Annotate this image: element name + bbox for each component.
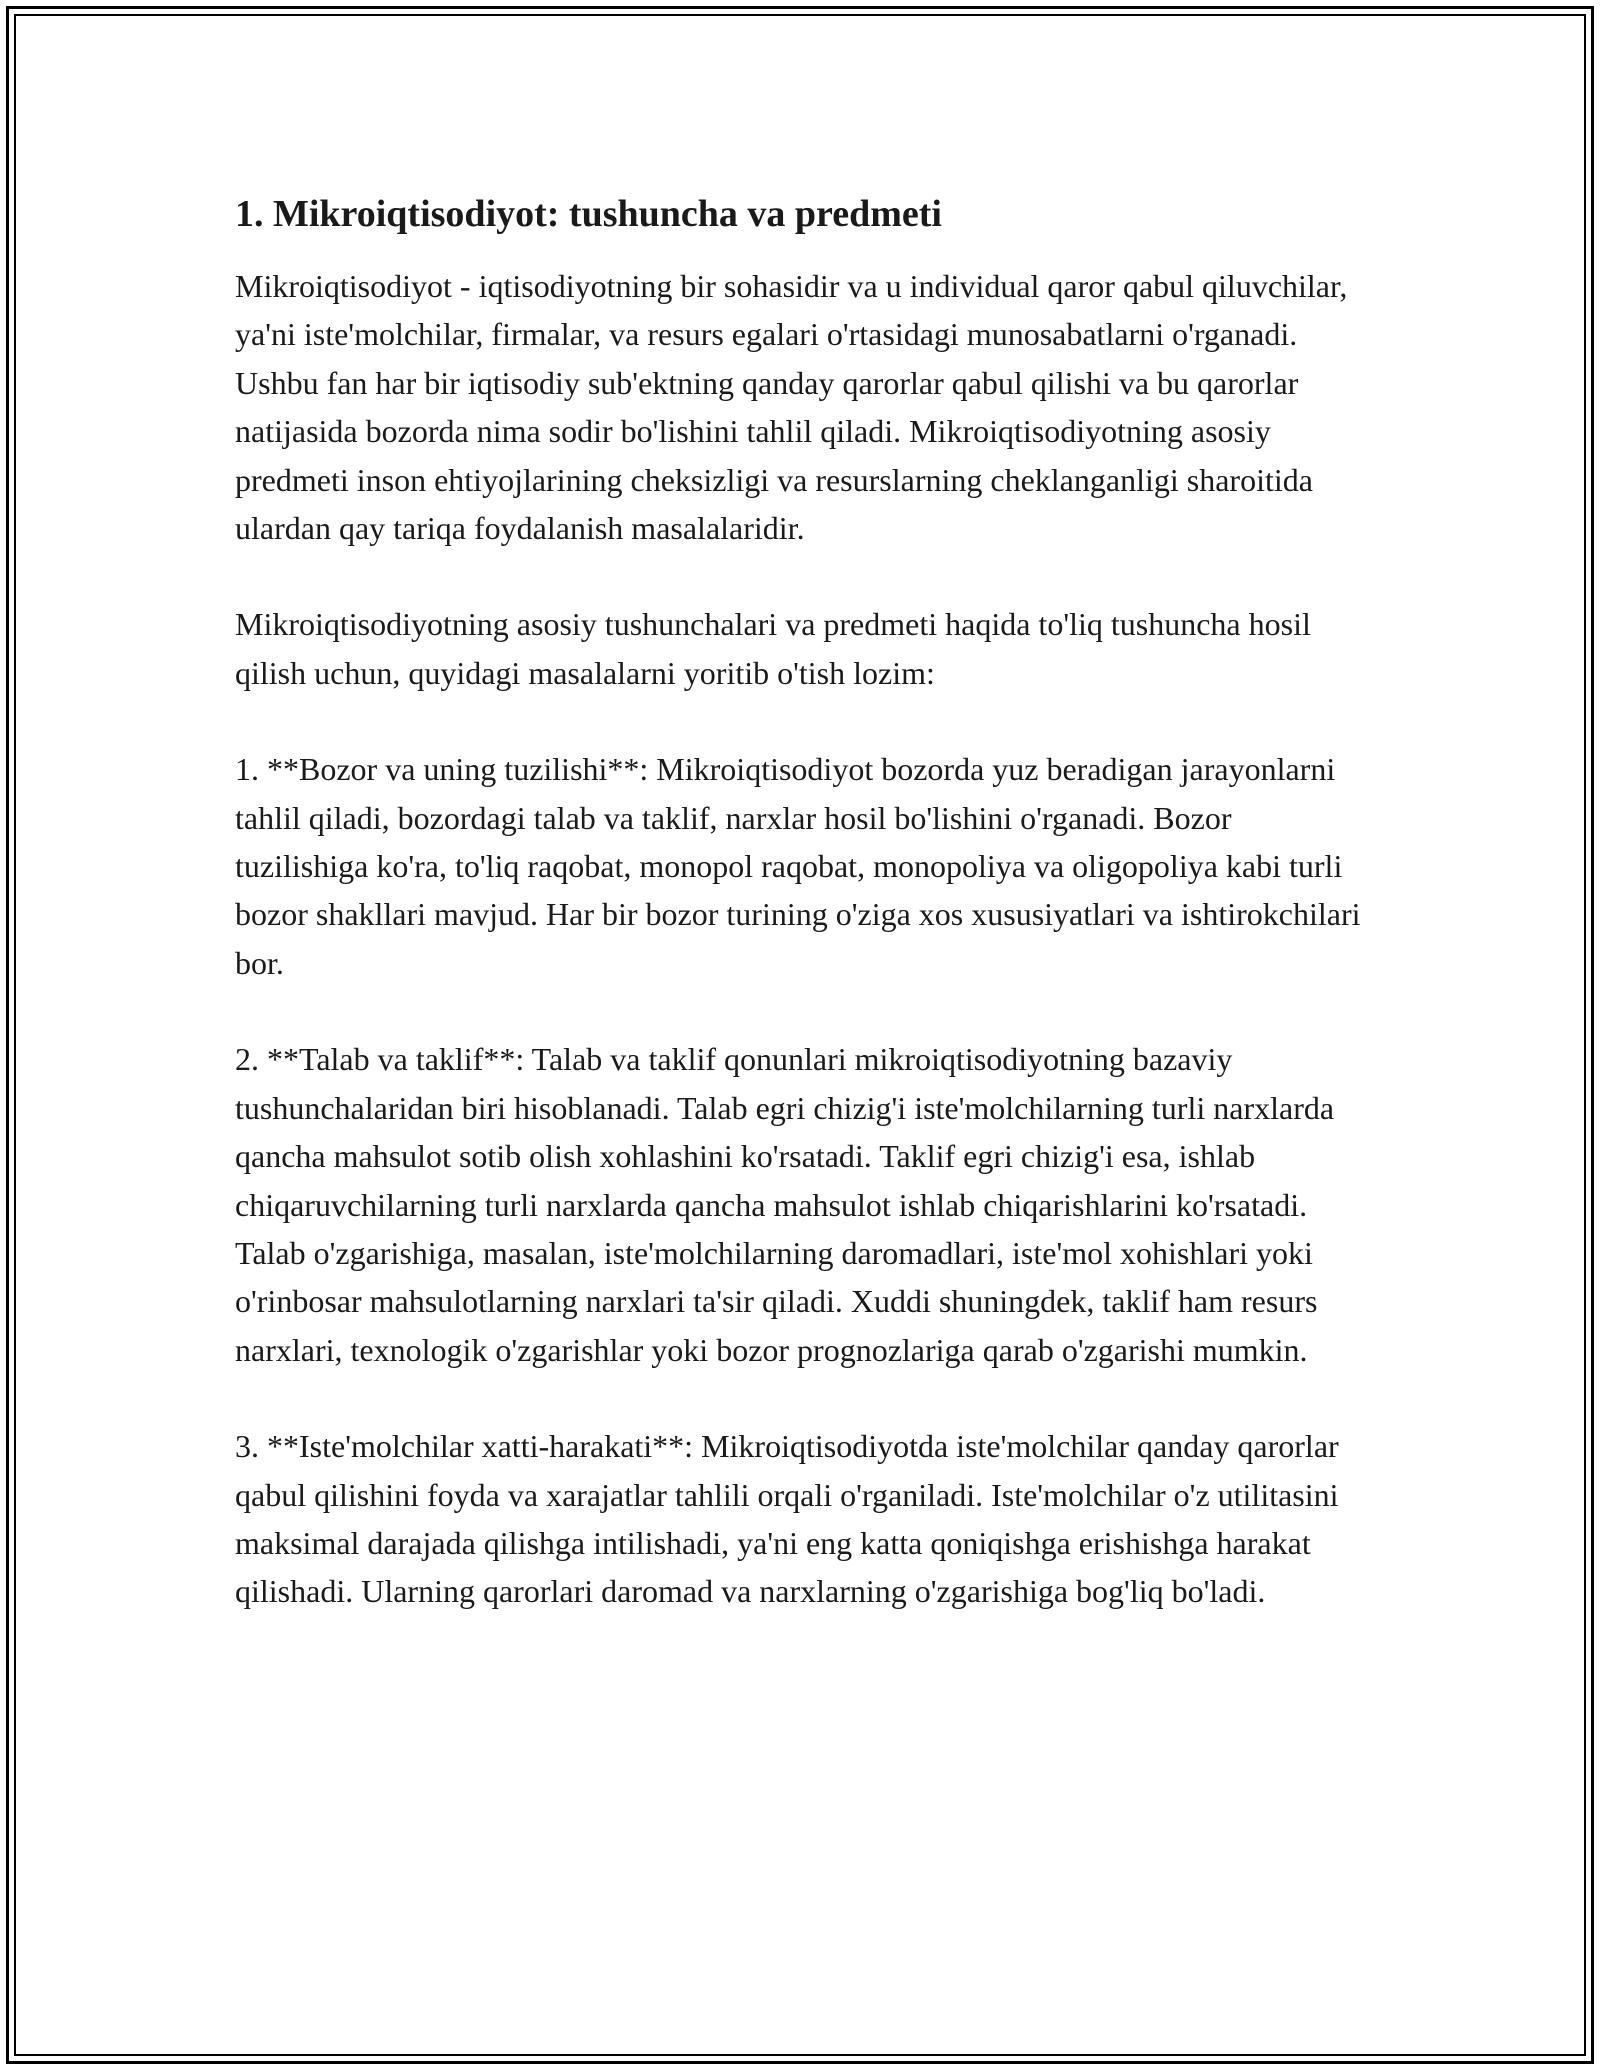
paragraph-consumer-behavior: 3. **Iste'molchilar xatti-harakati**: Mikroiqtisodiyotda iste'molchilar qanday qarorlar qabul qilishini foyda va xarajatlar tahlili orqali o'rganiladi. Iste'molchilar o'z utilitasini maksimal darajada qilishga intilishadi, ya'ni eng katta qoniqishga erishishga harakat qilishadi. Ularning qarorlari daromad va narxlarning o'zgarishiga bog'liq bo'ladi. <box>235 1428 1339 1610</box>
paragraph-overview: Mikroiqtisodiyotning asosiy tushunchalari va predmeti haqida to'liq tushuncha hosil qilish uchun, quyidagi masalalarni yoritib o'tish lozim: <box>235 606 1311 691</box>
paragraph-supply-demand: 2. **Talab va taklif**: Talab va taklif qonunlari mikroiqtisodiyotning bazaviy tushunchalaridan biri hisoblanadi. Talab egri chizig'i iste'molchilarning turli narxlarda qancha mahsulot sotib olish xohlashini ko'rsatadi. Taklif egri chizig'i esa, ishlab chiqaruvchilarning turli narxlarda qancha mahsulot ishlab chiqarishlarini ko'rsatadi. Talab o'zgarishiga, masalan, iste'molchilarning daromadlari, iste'mol xohishlari yoki o'rinbosar mahsulotlarning narxlari ta'sir qiladi. Xuddi shuningdek, taklif ham resurs narxlari, texnologik o'zgarishlar yoki bozor prognozlariga qarab o'zgarishi mumkin. <box>235 1041 1335 1368</box>
paragraph-intro: Mikroiqtisodiyot - iqtisodiyotning bir sohasidir va u individual qaror qabul qiluvchilar, ya'ni iste'molchilar, firmalar, va resurs egalari o'rtasidagi munosabatlarni o'rganadi. Ushbu fan har bir iqtisodiy sub'ektning qanday qarorlar qabul qilishi va bu qarorlar natijasida bozorda nima sodir bo'lishini tahlil qiladi. Mikroiqtisodiyotning asosiy predmeti inson ehtiyojlarining cheksizligi va resurslarning cheklanganligi sharoitida ulardan qay tariqa foydalanish masalalaridir. <box>235 268 1348 547</box>
document-body <box>235 186 1365 1664</box>
paragraph-market-structure: 1. **Bozor va uning tuzilishi**: Mikroiqtisodiyot bozorda yuz beradigan jarayonlarni tahlil qiladi, bozordagi talab va taklif, narxlar hosil bo'lishini o'rganadi. Bozor tuzilishiga ko'ra, to'liq raqobat, monopol raqobat, monopoliya va oligopoliya kabi turli bozor shakllari mavjud. Har bir bozor turining o'ziga xos xususiyatlari va ishtirokchilari bor. <box>235 751 1361 981</box>
document-title: 1. Mikroiqtisodiyot: tushuncha va predmeti <box>235 193 942 235</box>
